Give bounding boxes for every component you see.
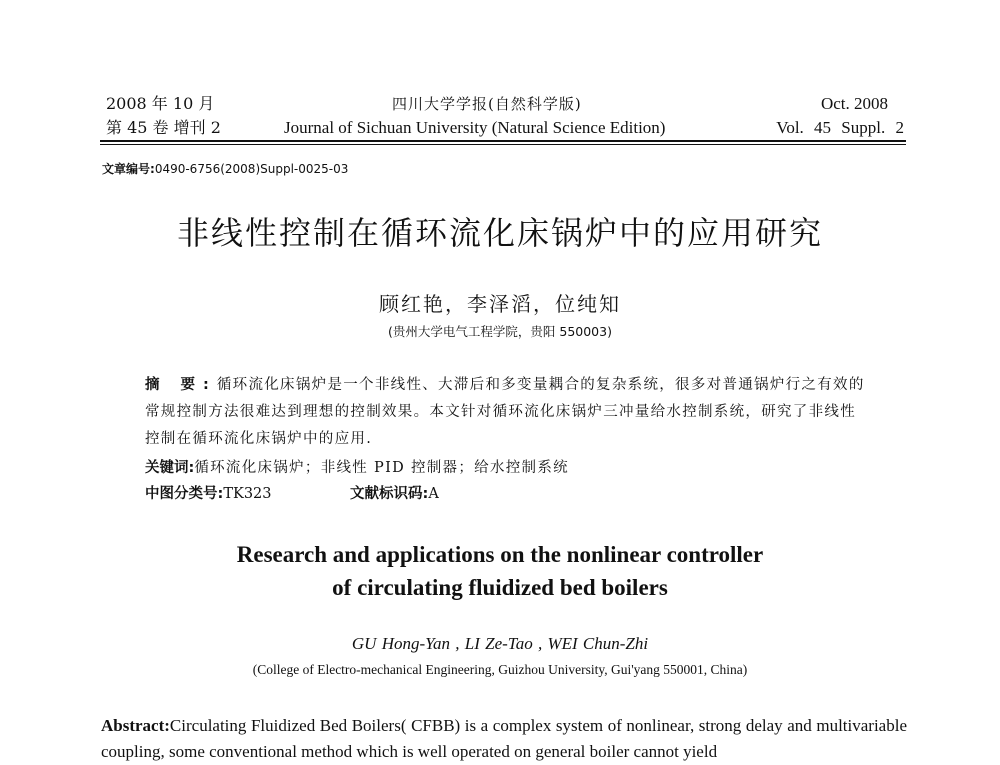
header-volume-cn: 第 45 卷 增刊 2 xyxy=(106,118,221,137)
article-number-value: 0490-6756(2008)Suppl-0025-03 xyxy=(154,162,349,176)
header-journal-name-en: Journal of Sichuan University (Natural Science Edition) xyxy=(284,118,666,137)
paper-title-en-line2: of circulating fluidized bed boilers xyxy=(332,575,668,600)
abstract-cn xyxy=(145,372,865,453)
keywords-cn-text: 循环流化床锅炉；非线性 PID 控制器；给水控制系统 xyxy=(194,460,569,476)
keywords-cn xyxy=(145,456,569,477)
paper-title-en-line1: Research and applications on the nonlinear controller xyxy=(236,542,764,567)
authors-cn: 顾红艳，李泽滔，位纯知 xyxy=(379,292,621,316)
keywords-cn-label: 关键词: xyxy=(145,460,195,476)
document-code-cn-value: A xyxy=(428,486,439,502)
abstract-cn-label: 摘 要: xyxy=(145,377,217,393)
classification-cn-label: 中图分类号: xyxy=(145,486,224,502)
header-journal-name-cn: 四川大学学报(自然科学版) xyxy=(392,95,582,113)
paper-title-en xyxy=(0,538,1000,604)
abstract-cn-text: 循环流化床锅炉是一个非线性、大滞后和多变量耦合的复杂系统，很多对普通锅炉行之有效的常规控制方法很难达到理想的控制效果。本文针对循环流化床锅炉三冲量给水控制系统，研究了非线性控制在循环流化床锅炉中的应用. xyxy=(145,377,865,447)
authors-en: GU Hong-Yan , LI Ze-Tao , WEI Chun-Zhi xyxy=(351,634,649,653)
classification-cn xyxy=(145,482,272,503)
abstract-en xyxy=(101,713,907,765)
header-rule-thin xyxy=(100,144,906,145)
header-rule-thick xyxy=(100,140,906,142)
article-number xyxy=(102,160,348,177)
abstract-en-label: Abstract: xyxy=(101,716,170,735)
header-date-cn: 2008 年 10 月 xyxy=(106,94,215,113)
header-date-en: Oct. 2008 xyxy=(820,94,888,113)
article-number-label: 文章编号: xyxy=(102,162,155,176)
affiliation-cn: (贵州大学电气工程学院，贵阳 550003) xyxy=(388,324,612,339)
paper-title-cn: 非线性控制在循环流化床锅炉中的应用研究 xyxy=(176,214,823,252)
affiliation-en: (College of Electro-mechanical Engineering, Guizhou University, Gui'yang 550001, China) xyxy=(252,662,748,677)
document-code-cn-label: 文献标识码: xyxy=(350,486,429,502)
header-volume-en: Vol. 45 Suppl. 2 xyxy=(776,118,904,137)
classification-cn-value: TK323 xyxy=(223,486,272,502)
abstract-en-text: Circulating Fluidized Bed Boilers( CFBB) is a complex system of nonlinear, strong delay and multivariable coupling, some conventional method which is well operated on general boiler cannot yield xyxy=(101,716,907,761)
document-code-cn xyxy=(350,482,439,503)
